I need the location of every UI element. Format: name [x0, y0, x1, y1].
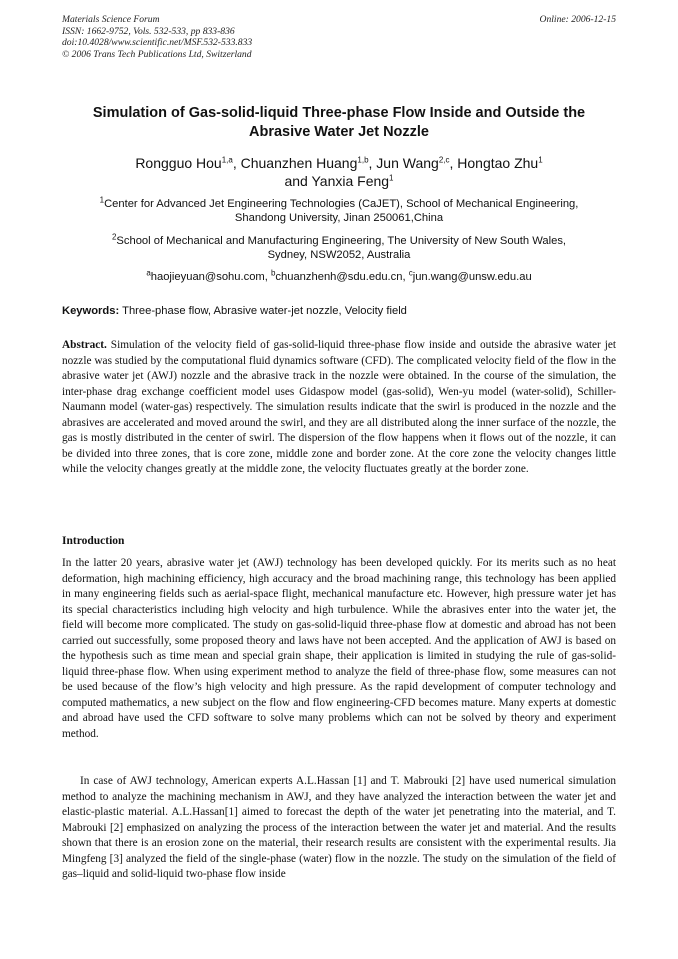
email-link[interactable]: haojieyuan@sohu.com [150, 271, 265, 283]
doi-line: doi:10.4028/www.scientific.net/MSF.532-533.833 [62, 37, 253, 48]
author-name: Rongguo Hou [135, 155, 222, 171]
abstract-text: Simulation of the velocity field of gas-solid-liquid three-phase flow inside and outside the abrasive water jet nozzle was studied by the computational fluid dynamics software (CFD). The complicated velocity field of the flow in the abrasive water jet (AWJ) nozzle and the abrasive track in the nozzle were obtained. In the course of the simulation, the inter-phase drag exchange coefficient model uses Gidaspow model (gas-solid), Wen-yu model (water-solid), Schiller-Naumann model (water-gas) respectively. The simulation results indicate that the swirl is produced in the nozzle and the abrasives are accelerated and moved around the swirl, and they are all distributed along the inner surface of the nozzle, the gas is mostly distributed in the center of swirl. The dispersion of the flow happens when it flows out of the nozzle, it can be divided into three zones, that is core zone, middle zone and border zone. At the core zone the velocity changes little while the velocity changes greatly at the middle zone, the velocity fluctuates greatly at the border zone. [62, 339, 616, 475]
author-affil-mark: 1,b [357, 155, 369, 165]
keywords-label: Keywords: [62, 305, 120, 317]
author-affil-mark: 2,c [438, 155, 450, 165]
issn-line: ISSN: 1662-9752, Vols. 532-533, pp 833-836 [62, 25, 235, 37]
affiliation-mark: 2 [111, 232, 117, 242]
paper-title [62, 104, 616, 142]
email-list [62, 270, 616, 284]
email-mark: a [146, 268, 151, 278]
email-mark: c [408, 268, 413, 278]
affiliation-1 [62, 197, 616, 226]
abstract-label: Abstract. [62, 339, 107, 351]
author-list [62, 154, 616, 190]
email-separator: , [264, 271, 271, 283]
affiliation-line: Sydney, NSW2052, Australia [267, 249, 411, 262]
affiliation-line [62, 197, 616, 211]
affiliation-text: Center for Advanced Jet Engineering Technologies (CaJET), School of Mechanical Engineering, [104, 198, 579, 210]
author-name: and Yanxia Feng [284, 173, 390, 189]
online-date: Online: 2006-12-15 [539, 14, 616, 25]
affiliation-line: Shandong University, Jinan 250061,China [234, 212, 444, 225]
intro-paragraph-1: In the latter 20 years, abrasive water jet (AWJ) technology has been developed quickly. For its merits such as no heat deformation, high machining efficiency, high accuracy and the broad machining range, this technology has been applied in many engineering fields such as aerial-space flight, mechanical manufacture etc. However, high pressure water jet has its special characteristics including high velocity and high turbulence. While the abrasives enter into the water jet, the field will become more complicated. The study on gas-solid-liquid three-phase flow at domestic and abroad has not been carried out successfully, some proposed theory and laws have not been accepted. And the application of AWJ is based on the hypothesis such as time mean and special grain shape, their application is limited in studying the rule of gas-solid-liquid three-phase flow. When using experiment method to analyze the field of three-phase flow, some measures can not be used because of the flow’s high velocity and high pressure. As the rapid development of computer technology and computed mathematics, a new subject on the flow and flow engineering-CFD becomes mature. Many experts at domestic and abroad have used the CFD software to solve many problems which can not be solved by theory and experiment method. [62, 557, 616, 740]
email-link[interactable]: jun.wang@unsw.edu.au [412, 271, 532, 283]
author-line-2 [62, 172, 616, 190]
keywords-line [62, 304, 616, 318]
email-separator: , [402, 271, 409, 283]
affiliation-line [62, 234, 616, 248]
email-link[interactable]: chuanzhenh@sdu.edu.cn [275, 271, 403, 283]
author-separator: , [232, 155, 241, 171]
title-line-2: Abrasive Water Jet Nozzle [249, 124, 429, 140]
author-separator: , [368, 155, 377, 171]
section-heading-introduction: Introduction [62, 535, 125, 547]
author-affil-mark: 1 [389, 173, 394, 183]
intro-paragraph-2: In case of AWJ technology, American experts A.L.Hassan [1] and T. Mabrouki [2] have used numerical simulation method to analyze the machining mechanism in AWJ, and they have analyzed the interaction between the water jet and elastic-plastic material. A.L.Hassan[1] aimed to forecast the depth of the water jet penetrating into the material, and T. Mabrouki [2] emphasized on analyzing the process of the interaction between the water jet and material. And the results shown that there is an erosion zone on the material, their research results are consistent with the experimental results. Jia Mingfeng [3] analyzed the field of the single-phase (water) flow in the nozzle. The study on the simulation of the field of gas–liquid and solid-liquid two-phase flow inside [62, 775, 616, 880]
affiliation-2 [62, 234, 616, 263]
copyright-line: © 2006 Trans Tech Publications Ltd, Switzerland [62, 48, 252, 60]
author-separator: , [449, 155, 458, 171]
author-affil-mark: 1 [538, 155, 543, 165]
author-affil-mark: 1,a [221, 155, 233, 165]
author-line-1 [62, 154, 616, 172]
affiliation-mark: 1 [99, 195, 105, 205]
author-name: Jun Wang [376, 155, 439, 171]
author-name: Chuanzhen Huang [240, 155, 358, 171]
title-line-1: Simulation of Gas-solid-liquid Three-phase Flow Inside and Outside the [92, 105, 586, 121]
abstract-paragraph [62, 338, 616, 478]
journal-name: Materials Science Forum [62, 14, 160, 25]
author-name: Hongtao Zhu [457, 155, 539, 171]
journal-header [62, 14, 252, 60]
email-mark: b [270, 268, 276, 278]
affiliation-text: School of Mechanical and Manufacturing Engineering, The University of New South Wales, [116, 235, 567, 247]
keywords-text: Three-phase flow, Abrasive water-jet nozzle, Velocity field [122, 305, 407, 317]
